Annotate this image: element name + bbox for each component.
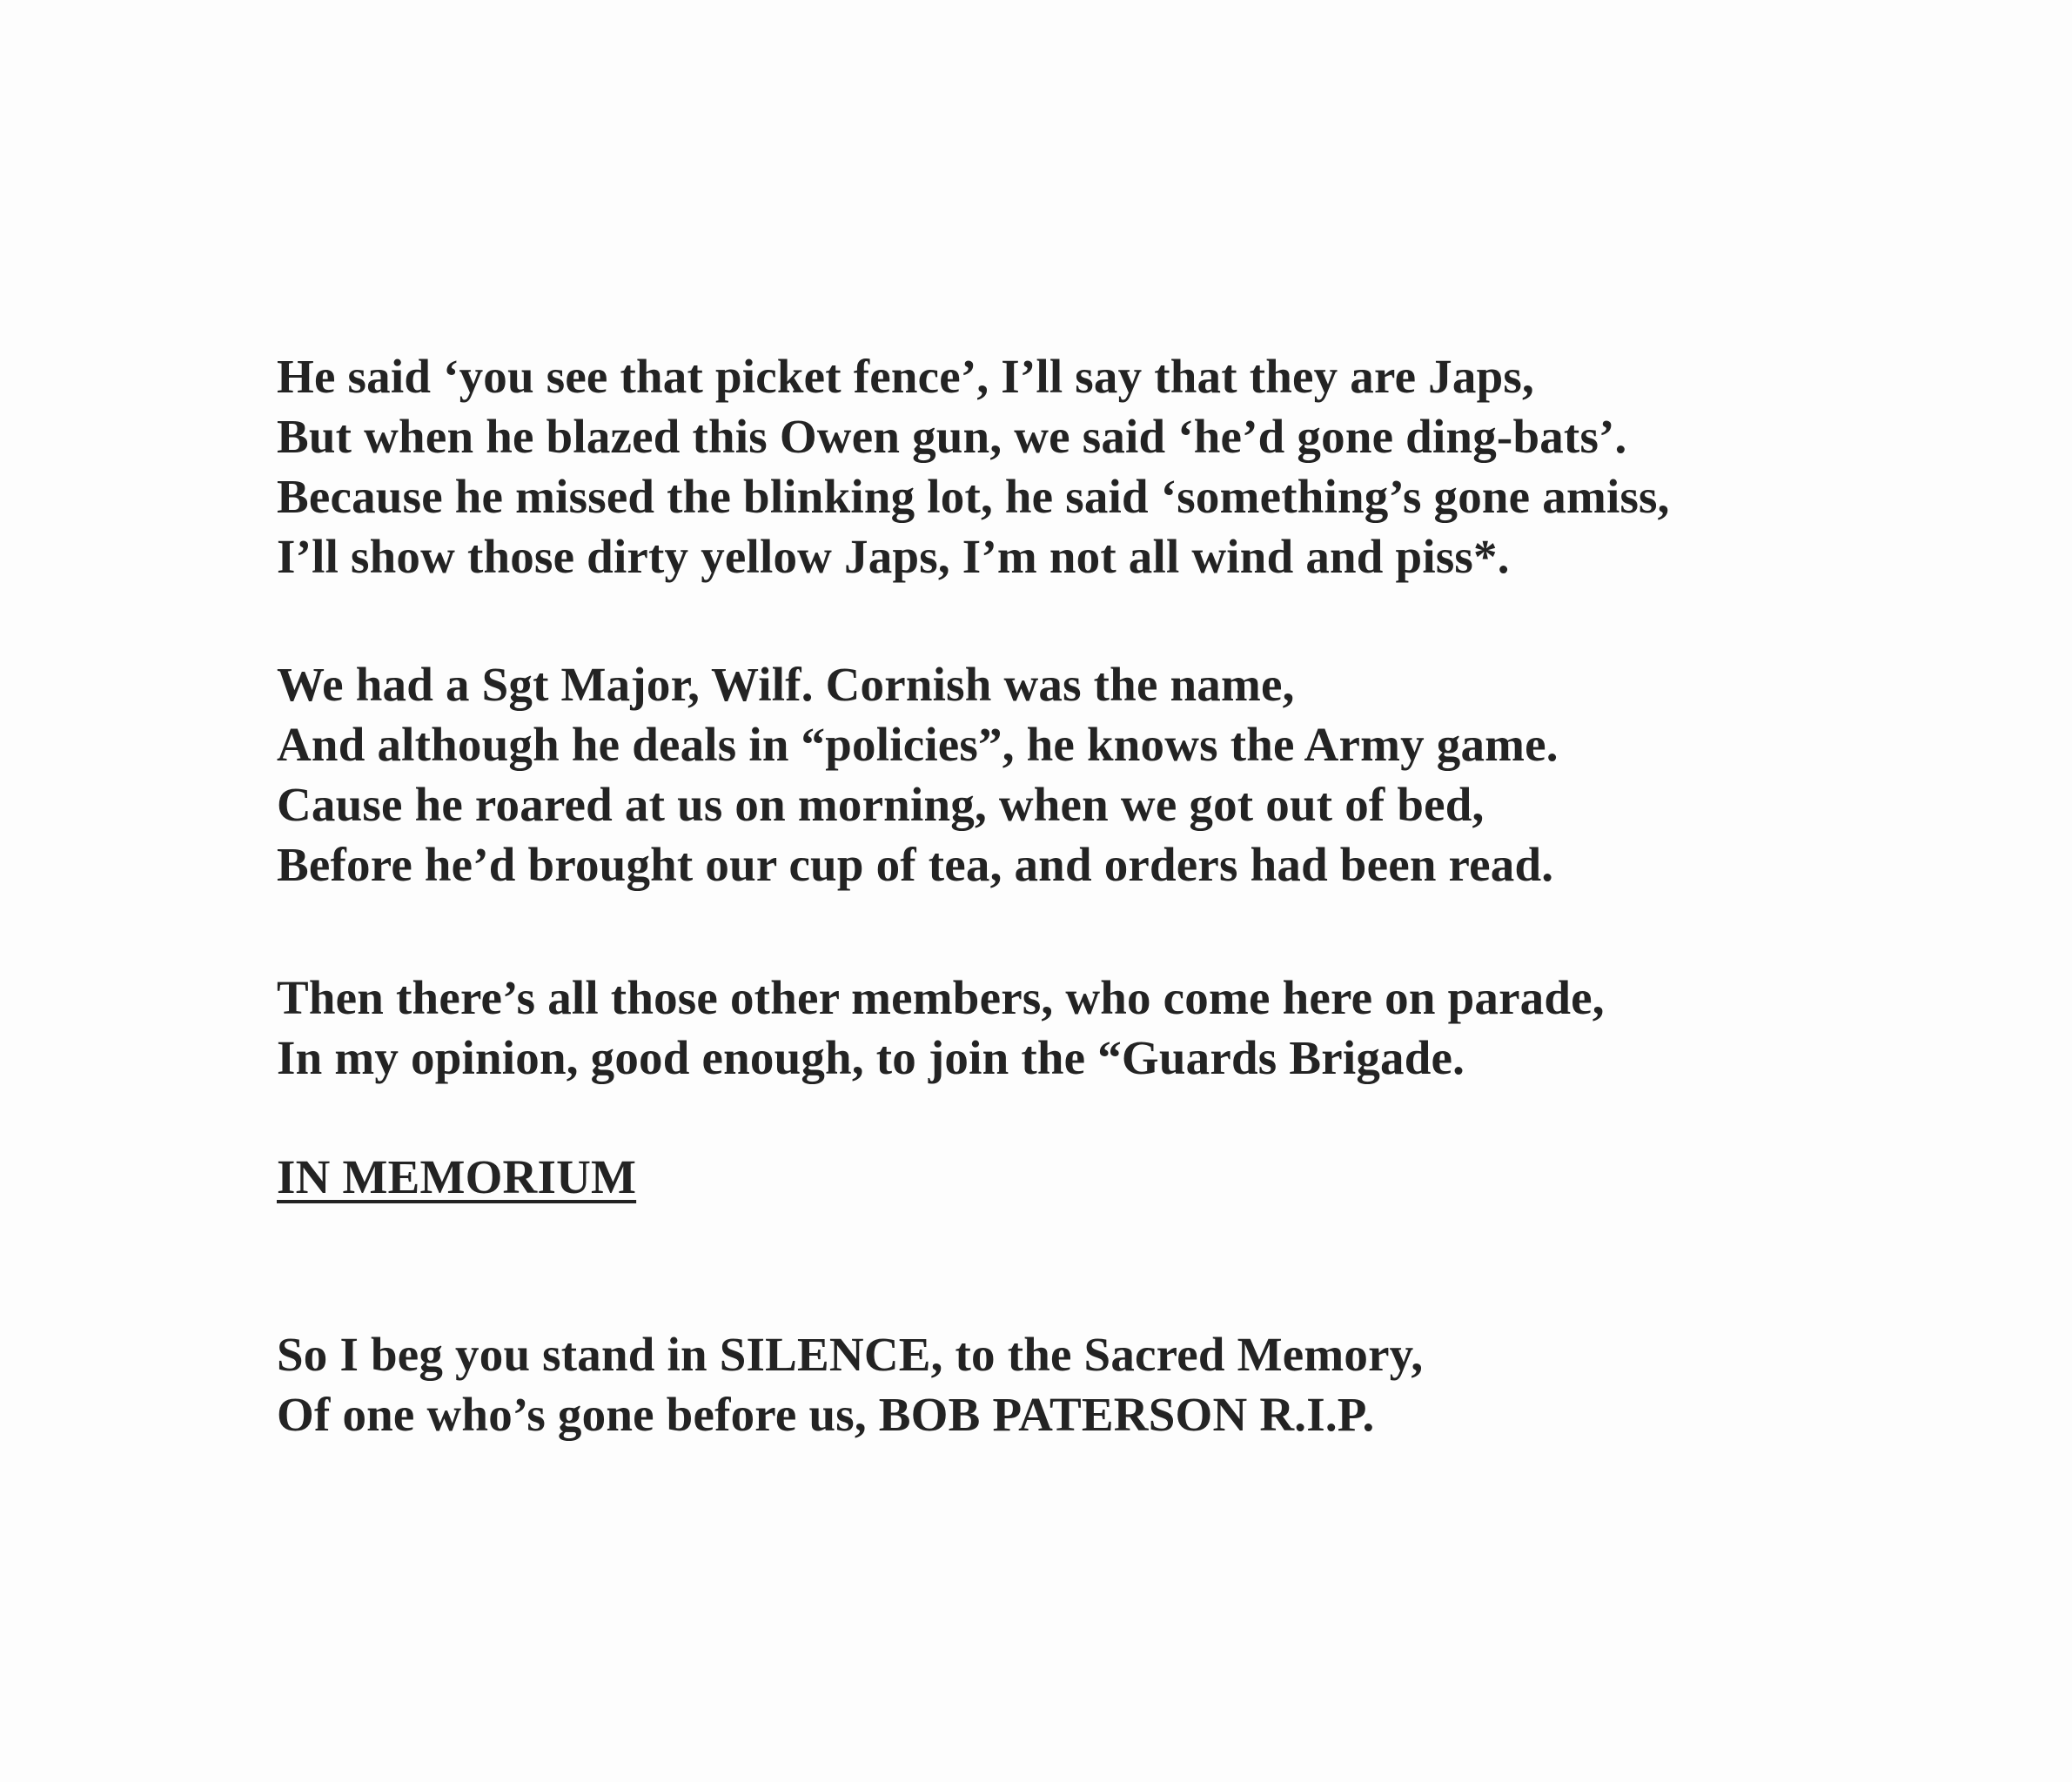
stanza-1-line-2: But when he blazed this Owen gun, we said ‘he’d gone ding-bats’. bbox=[277, 410, 1627, 463]
closing-stanza bbox=[277, 1324, 1843, 1444]
stanza-3-line-2: In my opinion, good enough, to join the “Guards Brigade. bbox=[277, 1031, 1465, 1084]
stanza-2-line-4: Before he’d brought our cup of tea, and orders had been read. bbox=[277, 838, 1554, 891]
closing-line-1: So I beg you stand in SILENCE, to the Sacred Memory, bbox=[277, 1328, 1424, 1381]
stanza-1-line-3: Because he missed the blinking lot, he said ‘something’s gone amiss, bbox=[277, 470, 1670, 523]
stanza-2-line-3: Cause he roared at us on morning, when we got out of bed, bbox=[277, 778, 1485, 831]
stanza-3 bbox=[277, 968, 1843, 1088]
stanza-1 bbox=[277, 346, 1843, 586]
stanza-2-line-1: We had a Sgt Major, Wilf. Cornish was the name, bbox=[277, 658, 1295, 711]
stanza-2 bbox=[277, 654, 1843, 894]
heading-block bbox=[277, 1147, 1843, 1207]
section-heading: IN MEMORIUM bbox=[277, 1150, 637, 1203]
stanza-1-line-1: He said ‘you see that picket fence’, I’ll say that they are Japs, bbox=[277, 350, 1534, 403]
closing-line-2: Of one who’s gone before us, BOB PATERSON R.I.P. bbox=[277, 1388, 1375, 1441]
stanza-2-line-2: And although he deals in “policies”, he knows the Army game. bbox=[277, 718, 1559, 771]
stanza-1-line-4: I’ll show those dirty yellow Japs, I’m not all wind and piss*. bbox=[277, 530, 1510, 583]
stanza-3-line-1: Then there’s all those other members, who come here on parade, bbox=[277, 971, 1605, 1024]
